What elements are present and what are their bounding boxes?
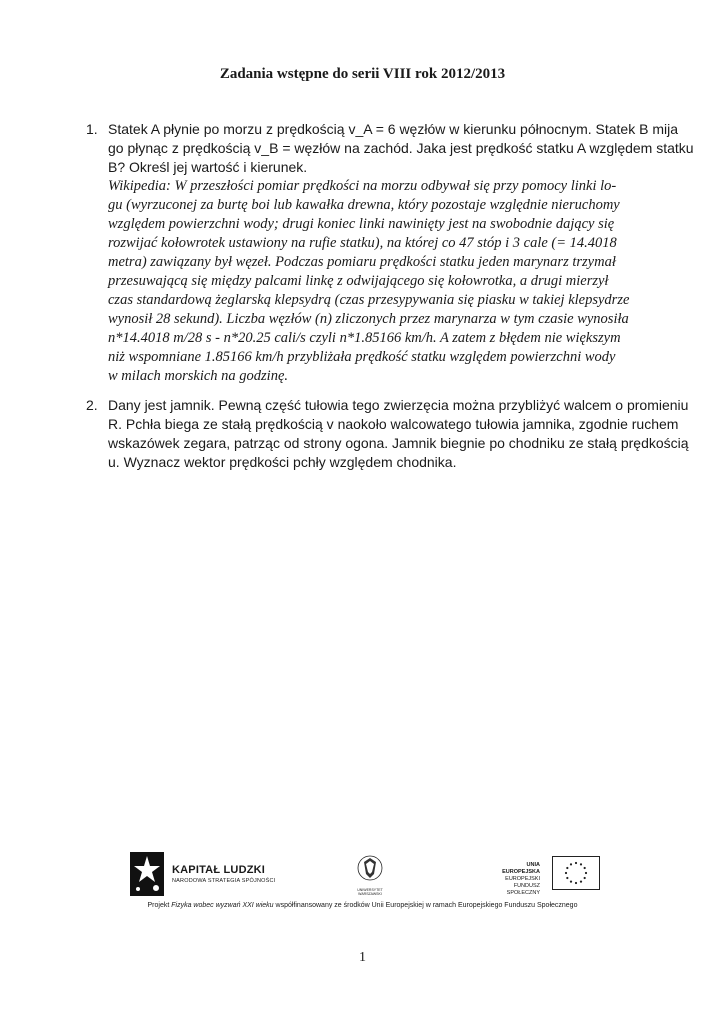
problem-line: u. Wyznacz wektor prędkości pchły względem chodnika. bbox=[108, 454, 457, 470]
problem-number: 2. bbox=[86, 397, 98, 413]
project-credit: Projekt Fizyka wobec wyzwań XXI wieku współfinansowany ze środków Unii Europejskiej w ramach Europejskiego Funduszu Społecznego bbox=[147, 902, 578, 909]
problem-number: 1. bbox=[86, 121, 98, 137]
eu-star-icon bbox=[565, 872, 567, 874]
wiki-line: Wikipedia: W przeszłości pomiar prędkości na morzu odbywał się przy pomocy linki lo- bbox=[108, 178, 617, 194]
wiki-line: czas standardową żeglarską klepsydrą (czas przesypywania się piasku w takiej klepsydrze bbox=[108, 292, 630, 308]
page-title: Zadania wstępne do serii VIII rok 2012/2013 bbox=[219, 66, 506, 82]
wiki-line: wynosił 28 sekund). Liczba węzłów (n) zliczonych przez marynarza w tym czasie wynosiła bbox=[108, 311, 629, 327]
eu-star-icon bbox=[570, 881, 572, 883]
kapital-ludzki-star-icon bbox=[130, 852, 164, 896]
eu-star-icon bbox=[584, 877, 586, 879]
footer-logos bbox=[130, 852, 600, 896]
wiki-line: n*14.4018 m/28 s - n*20.25 cali/s czyli n*1.85166 km/h. A zatem z błędem nie większym bbox=[108, 330, 621, 346]
university-name: UNIWERSYTET WARSZAWSKI bbox=[357, 888, 383, 896]
wiki-line: względem powierzchni wody; drugi koniec linki nawinięty jest na swobodnie dający się bbox=[108, 216, 615, 232]
problem-line: Dany jest jamnik. Pewną część tułowia tego zwierzęcia można przybliżyć walcem o promieniu bbox=[108, 397, 689, 413]
problem-line: B? Określ jej wartość i kierunek. bbox=[108, 159, 308, 175]
wiki-line: przesuwającą się między palcami linkę z odwijającego się kołowrotka, a drugi mierzył bbox=[108, 273, 609, 289]
kapital-ludzki-title: KAPITAŁ LUDZKI bbox=[172, 864, 266, 876]
eu-flag-icon bbox=[552, 856, 600, 890]
eu-star-icon bbox=[580, 863, 582, 865]
kapital-ludzki-logo bbox=[130, 852, 310, 896]
eu-star-icon bbox=[584, 867, 586, 869]
eu-text: UNIA EUROPEJSKA EUROPEJSKI FUNDUSZ SPOŁECZNY bbox=[502, 862, 540, 896]
wiki-line: rozwijać kołowrotek ustawiony na rufie statku), na której co 47 stóp i 3 cale (= 14.4018 bbox=[108, 235, 617, 251]
kapital-ludzki-subtitle: NARODOWA STRATEGIA SPÓJNOŚCI bbox=[172, 878, 276, 884]
wiki-line: w milach morskich na godzinę. bbox=[108, 368, 289, 384]
eu-star-icon bbox=[566, 877, 568, 879]
wiki-line: niż wspomniane 1.85166 km/h przybliżała prędkość statku względem powierzchni wody bbox=[108, 349, 616, 365]
problem-line: R. Pchła biega ze stałą prędkością v naokoło walcowatego tułowia jamnika, zgodnie ruchem bbox=[108, 416, 679, 432]
eu-star-icon bbox=[575, 862, 577, 864]
eu-star-icon bbox=[575, 882, 577, 884]
eu-logo bbox=[490, 856, 600, 896]
eu-star-icon bbox=[580, 881, 582, 883]
eu-star-icon bbox=[566, 867, 568, 869]
wiki-line: gu (wyrzuconej za burtę boi lub kawałka drewna, który pozostaje względnie nieruchomy bbox=[108, 197, 620, 213]
page-number: 1 bbox=[359, 950, 366, 965]
problem-line: Statek A płynie po morzu z prędkością v_A = 6 węzłów w kierunku północnym. Statek B mija bbox=[108, 121, 679, 137]
university-seal-icon bbox=[356, 854, 384, 888]
eu-star-icon bbox=[585, 872, 587, 874]
problem-line: wskazówek zegara, patrząc od strony ogona. Jamnik biegnie po chodniku ze stałą prędkością bbox=[108, 435, 689, 451]
eu-star-icon bbox=[570, 863, 572, 865]
wiki-line: metra) zawiązany był węzeł. Podczas pomiaru prędkości statku jeden marynarz trzymał bbox=[108, 254, 616, 270]
problem-line: go płynąc z prędkością v_B = węzłów na zachód. Jaka jest prędkość statku A względem statku bbox=[108, 140, 694, 156]
